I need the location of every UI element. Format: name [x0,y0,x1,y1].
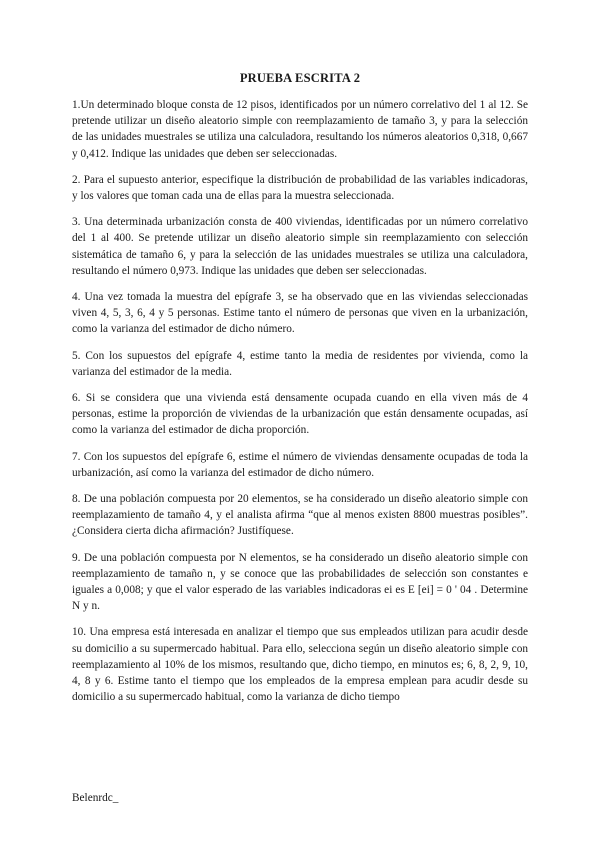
question-6: 6. Si se considera que una vivienda está densamente ocupada cuando en ella viven más de 4 personas, estime la proporción de viviendas de la urbanización que están densamente ocupadas, así como la varianza del estimador de dicha proporción. [72,392,528,437]
question-5: 5. Con los supuestos del epígrafe 4, estime tanto la media de residentes por vivienda, como la varianza del estimador de la media. [72,349,528,378]
question-4: 4. Una vez tomada la muestra del epígrafe 3, se ha observado que en las viviendas seleccionadas viven 4, 5, 3, 6, 4 y 5 personas. Estime tanto el número de personas que viven en la urbanización, como la varianza del estimador de dicho número. [72,291,528,336]
question-9: 9. De una población compuesta por N elementos, se ha considerado un diseño aleatorio simple con reemplazamiento de tamaño n, y se conoce que las probabilidades de selección son constantes e iguales a 0,008; y que el valor esperado de las variables indicadoras ei es E [ei] = 0 ' 04 . Determine N y n. [72,551,528,613]
question-8: 8. De una población compuesta por 20 elementos, se ha considerado un diseño aleatorio simple con reemplazamiento de tamaño 4, y el analista afirma “que al menos existen 8800 muestras posibles”. ¿Considera cierta dicha afirmación? Justifíquese. [72,493,528,538]
question-3: 3. Una determinada urbanización consta de 400 viviendas, identificadas por un número correlativo del 1 al 400. Se pretende utilizar un diseño aleatorio simple sin reemplazamiento con selección sistemática de tamaño 6, y para la selección de las unidades muestrales se utiliza una calculadora, resultando el número 0,973. Indique las unidades que deben ser seleccionadas. [72,216,528,277]
question-1: 1.Un determinado bloque consta de 12 pisos, identificados por un número correlativo del 1 al 12. Se pretende utilizar un diseño aleatorio simple con reemplazamiento de tamaño 3, y para la selección de las unidades muestrales se utiliza una calculadora, resultando los números aleatorios 0,318, 0,667 y 0,412. Indique las unidades que deben ser seleccionadas. [72,99,528,160]
document-title: PRUEBA ESCRITA 2 [239,71,361,85]
question-10: 10. Una empresa está interesada en analizar el tiempo que sus empleados utilizan para acudir desde su domicilio a su supermercado habitual. Para ello, selecciona según un diseño aleatorio simple con reemplazamiento al 10% de los mismos, resultando que, dicho tiempo, en minutos es; 6, 8, 2, 9, 10, 4, 8 y 6. Estime tanto el tiempo que los empleados de la empresa emplean para acudir desde su domicilio a su supermercado habitual, como la varianza de dicho tiempo [72,626,528,704]
questions-list [72,97,528,716]
footer-author: Belenrdc_ [72,792,119,804]
question-7: 7. Con los supuestos del epígrafe 6, estime el número de viviendas densamente ocupadas de toda la urbanización, así como la varianza del estimador de dicho número. [72,450,528,479]
question-2: 2. Para el supuesto anterior, especifique la distribución de probabilidad de las variables indicadoras, y los valores que toman cada una de ellas para la muestra seleccionada. [72,173,528,203]
